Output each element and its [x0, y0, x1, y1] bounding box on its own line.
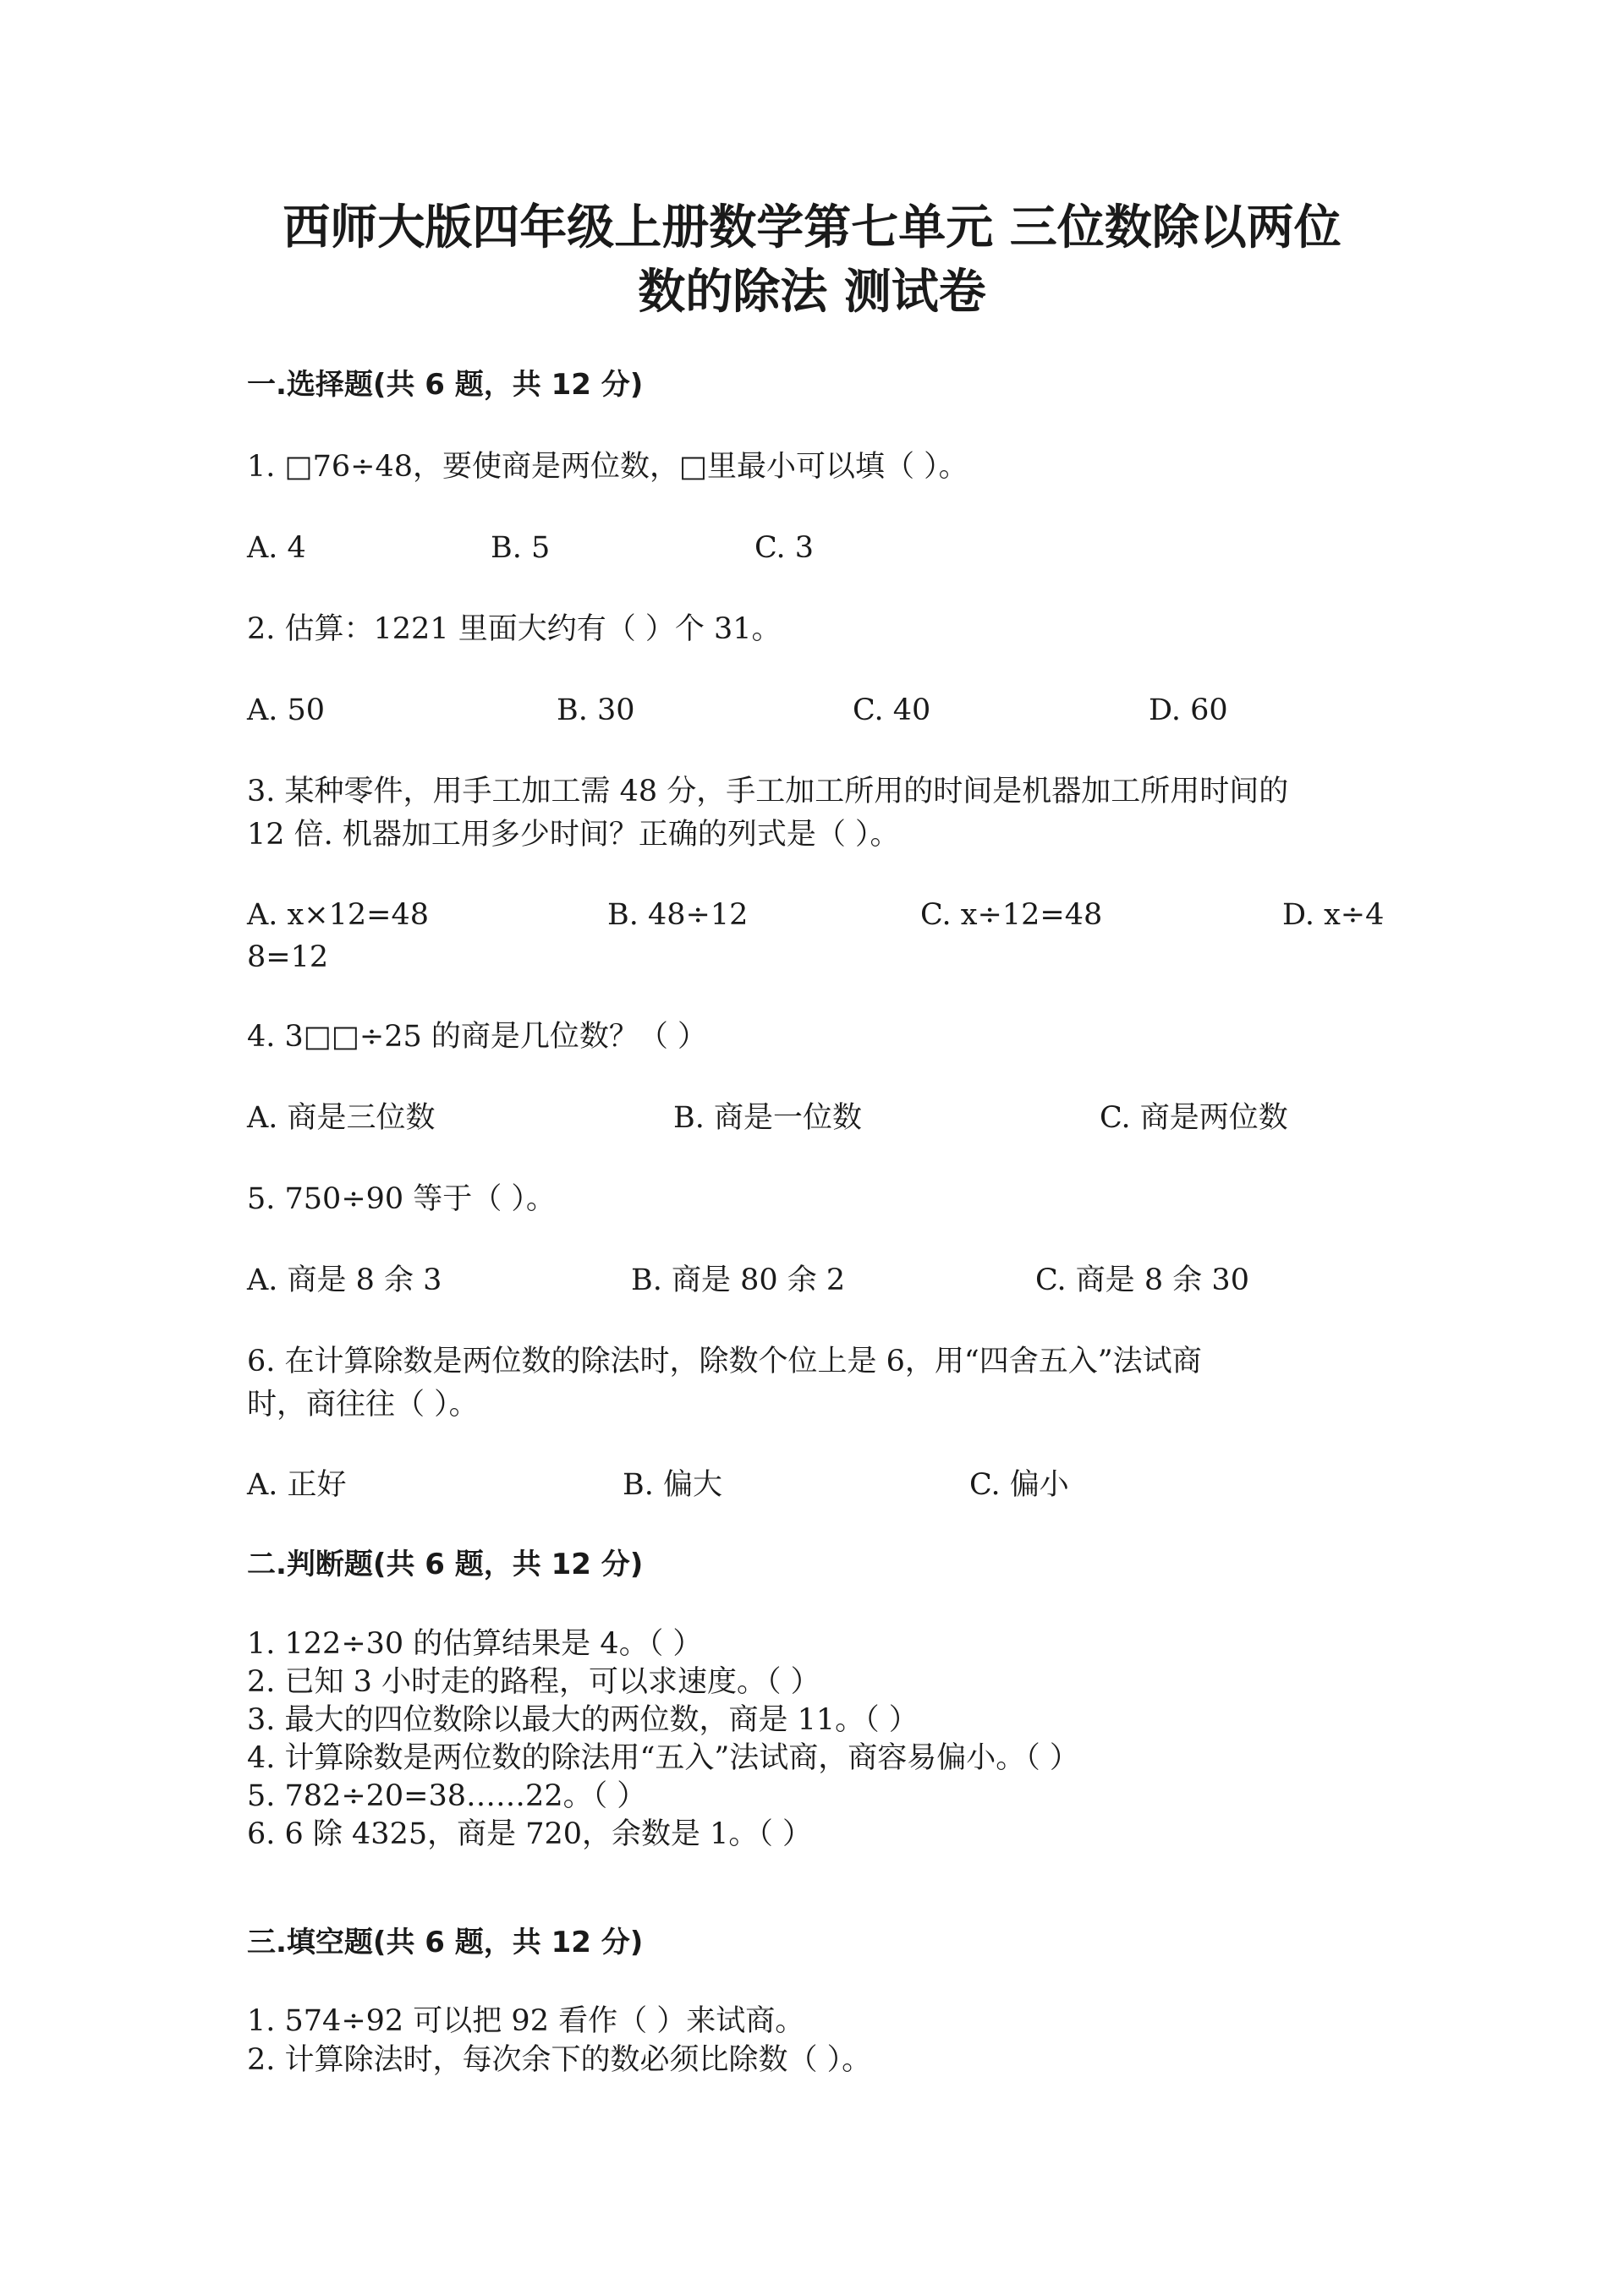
question-text: 4. 3□□÷25 的商是几位数？（ ） [247, 1020, 708, 1054]
judgment-item: 3. 最大的四位数除以最大的两位数，商是 11。（ ） [247, 1703, 919, 1737]
question-text-line-2: 时，商往往（ ）。 [247, 1388, 479, 1422]
fill-blank-item: 1. 574÷92 可以把 92 看作（ ）来试商。 [247, 2004, 805, 2038]
question-text: 5. 750÷90 等于（ ）。 [247, 1182, 556, 1216]
option-a: A. 4 [247, 531, 306, 565]
judgment-item: 6. 6 除 4325，商是 720，余数是 1。（ ） [247, 1817, 813, 1851]
page-title-line-1: 西师大版四年级上册数学第七单元 三位数除以两位 [283, 200, 1341, 255]
option-a: A. x×12=48 [247, 898, 429, 932]
page-title-line-2: 数的除法 测试卷 [638, 265, 986, 320]
option-b: B. 5 [491, 531, 551, 565]
judgment-item: 4. 计算除数是两位数的除法用“五入”法试商，商容易偏小。（ ） [247, 1741, 1079, 1775]
option-b: B. 偏大 [623, 1468, 722, 1502]
section-heading-fill-blank: 三.填空题(共 6 题，共 12 分) [247, 1926, 644, 1959]
option-d: D. 60 [1149, 693, 1228, 727]
option-c: C. 商是 8 余 30 [1035, 1263, 1249, 1297]
judgment-item: 5. 782÷20=38……22。（ ） [247, 1779, 647, 1813]
option-a: A. 商是三位数 [247, 1101, 436, 1135]
question-text-line-2: 12 倍. 机器加工用多少时间？正确的列式是（ ）。 [247, 818, 900, 852]
judgment-item: 2. 已知 3 小时走的路程，可以求速度。（ ） [247, 1665, 820, 1699]
option-a: A. 商是 8 余 3 [247, 1263, 442, 1297]
option-d-continued: 8=12 [247, 940, 329, 974]
option-b: B. 48÷12 [607, 898, 749, 932]
question-text: 1. □76÷48，要使商是两位数，□里最小可以填（ ）。 [247, 450, 968, 484]
option-c: C. 偏小 [969, 1468, 1069, 1502]
option-c: C. 3 [754, 531, 815, 565]
question-text-line-1: 6. 在计算除数是两位数的除法时，除数个位上是 6，用“四舍五入”法试商 [247, 1345, 1202, 1378]
option-c: C. 40 [853, 693, 931, 727]
option-b: B. 商是一位数 [673, 1101, 862, 1135]
option-d: D. x÷4 [1282, 898, 1385, 932]
option-b: B. 30 [557, 693, 635, 727]
option-a: A. 正好 [247, 1468, 347, 1502]
option-c: C. 商是两位数 [1100, 1101, 1288, 1135]
question-text: 2. 估算：1221 里面大约有（ ）个 31。 [247, 612, 782, 646]
option-a: A. 50 [247, 693, 326, 727]
option-c: C. x÷12=48 [920, 898, 1103, 932]
section-heading-true-false: 二.判断题(共 6 题，共 12 分) [247, 1548, 644, 1581]
judgment-item: 1. 122÷30 的估算结果是 4。（ ） [247, 1627, 703, 1661]
question-text-line-1: 3. 某种零件，用手工加工需 48 分，手工加工所用的时间是机器加工所用时间的 [247, 775, 1289, 808]
option-b: B. 商是 80 余 2 [631, 1263, 846, 1297]
section-heading-choice: 一.选择题(共 6 题，共 12 分) [247, 368, 644, 402]
fill-blank-item: 2. 计算除法时，每次余下的数必须比除数（ ）。 [247, 2043, 872, 2077]
